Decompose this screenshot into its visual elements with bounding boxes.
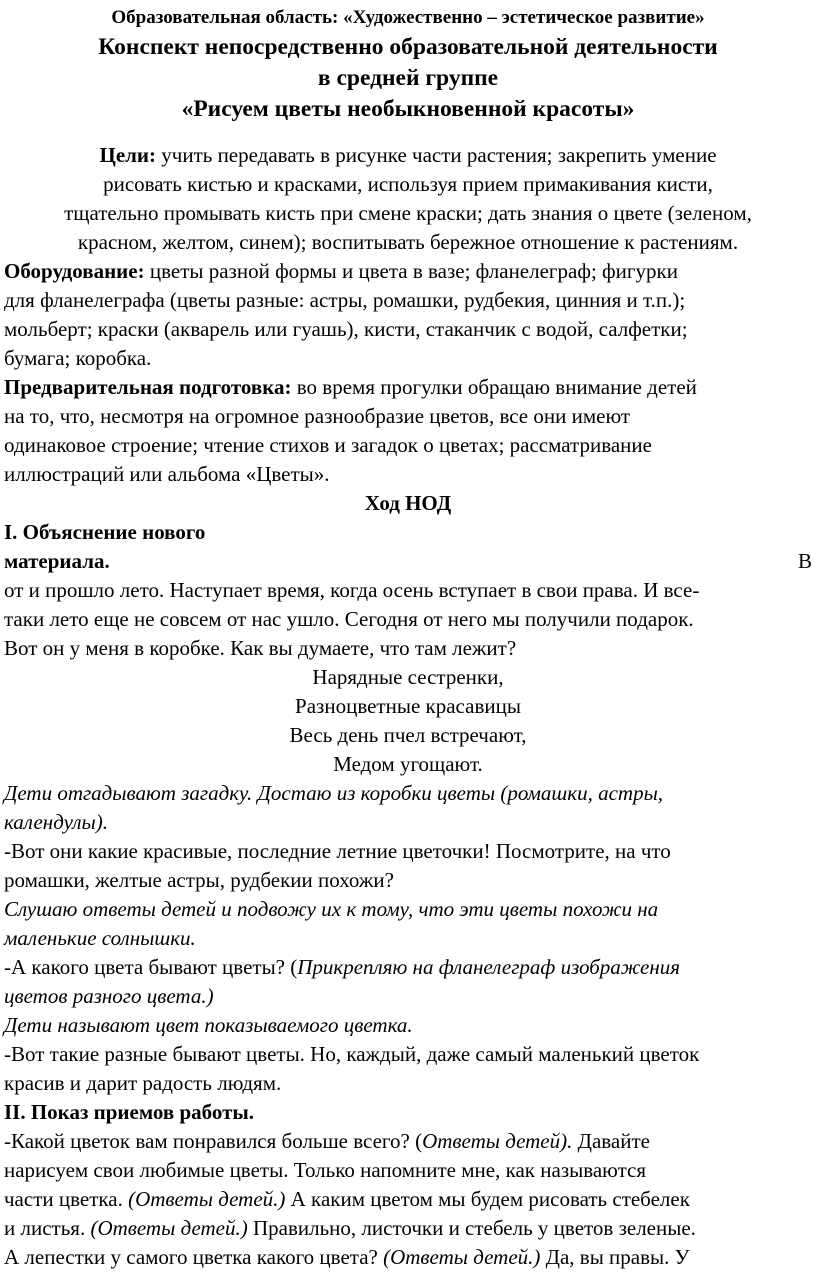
- dialogue: [4, 779, 812, 1098]
- course-title: Ход НОД: [364, 491, 452, 515]
- equipment-text: мольберт; краски (акварель или гуашь), кисти, стаканчик с водой, салфетки;: [4, 317, 688, 341]
- teacher-note: (Ответы детей.): [383, 1245, 541, 1269]
- prep-text: иллюстраций или альбома «Цветы».: [4, 462, 330, 486]
- teacher-note: Слушаю ответы детей и подвожу их к тому, что эти цветы похожи на: [4, 897, 659, 921]
- equipment-text: для фланелеграфа (цветы разные: астры, ромашки, рудбекия, цинния и т.п.);: [4, 288, 686, 312]
- teacher-note: календулы).: [4, 810, 108, 834]
- title-line-3: «Рисуем цветы необыкновенной красоты»: [181, 96, 635, 122]
- equipment-text: цветы разной формы и цвета в вазе; фланелеграф; фигурки: [144, 259, 678, 283]
- teacher-note: Дети отгадывают загадку. Достаю из коробки цветы (ромашки, астры,: [4, 781, 664, 805]
- section-1-text: Вот он у меня в коробке. Как вы думаете, что там лежит?: [4, 636, 517, 660]
- section-1-title: материала.: [4, 549, 110, 573]
- teacher-note: Ответы детей).: [422, 1129, 573, 1153]
- equipment-label: Оборудование:: [4, 259, 145, 283]
- teacher-note: Дети называют цвет показываемого цветка.: [4, 1013, 413, 1037]
- equipment-text: бумага; коробка.: [4, 346, 152, 370]
- section-1-title: I. Объяснение нового: [4, 520, 206, 544]
- dialogue-line: красив и дарит радость людям.: [4, 1071, 282, 1095]
- equipment-block: [4, 257, 812, 373]
- dialogue-line: части цветка.: [4, 1187, 129, 1211]
- dialogue-line: А лепестки у самого цветка какого цвета?: [4, 1245, 384, 1269]
- dialogue-line: -Какой цветок вам понравился больше всего? (: [4, 1129, 423, 1153]
- title-line-1: Конспект непосредственно образовательной деятельности: [98, 34, 718, 60]
- dialogue-line: Давайте: [572, 1129, 650, 1153]
- teacher-note: (Ответы детей.): [128, 1187, 286, 1211]
- prep-text: одинаковое строение; чтение стихов и загадок о цветах; рассматривание: [4, 433, 652, 457]
- prep-text: на то, что, несмотря на огромное разнообразие цветов, все они имеют: [4, 404, 631, 428]
- dialogue-line: А каким цветом мы будем рисовать стебелек: [285, 1187, 690, 1211]
- dialogue-line: Да, вы правы. У: [540, 1245, 690, 1269]
- section-1-text: от и прошло лето. Наступает время, когда осень вступает в свои права. И все-: [4, 578, 700, 602]
- poem-line: Медом угощают.: [333, 752, 483, 776]
- drop-letter: В: [797, 549, 812, 573]
- goals-text: тщательно промывать кисть при смене краски; дать знания о цвете (зеленом,: [64, 201, 752, 225]
- poem-line: Разноцветные красавицы: [295, 694, 521, 718]
- teacher-note: цветов разного цвета.): [4, 984, 214, 1008]
- teacher-note: Прикрепляю на фланелеграф изображения: [297, 955, 681, 979]
- goals-block: [4, 141, 812, 257]
- goals-text: рисовать кистью и красками, используя прием примакивания кисти,: [103, 172, 713, 196]
- title-line-2: в средней группе: [317, 65, 499, 91]
- poem-line: Весь день пчел встречают,: [289, 723, 527, 747]
- prep-block: [4, 373, 812, 489]
- educational-area: Образовательная область: «Художественно – эстетическое развитие»: [111, 7, 705, 28]
- dialogue-line: -Вот они какие красивые, последние летние цветочки! Посмотрите, на что: [4, 839, 671, 863]
- dialogue-line: нарисуем свои любимые цветы. Только напомните мне, как называются: [4, 1158, 647, 1182]
- goals-label: Цели:: [99, 143, 157, 167]
- dialogue-line: -Вот такие разные бывают цветы. Но, каждый, даже самый маленький цветок: [4, 1042, 700, 1066]
- goals-text: красном, желтом, синем); воспитывать бережное отношение к растениям.: [77, 230, 739, 254]
- riddle-poem: [4, 663, 812, 779]
- dialogue-line: и листья.: [4, 1216, 91, 1240]
- prep-text: во время прогулки обращаю внимание детей: [291, 375, 697, 399]
- teacher-note: маленькие солнышки.: [4, 926, 196, 950]
- goals-text: учить передавать в рисунке части растения; закрепить умение: [156, 143, 717, 167]
- dialogue-line: -А какого цвета бывают цветы? (: [4, 955, 298, 979]
- dialogue-line: Правильно, листочки и стебель у цветов зеленые.: [247, 1216, 696, 1240]
- dialogue-line: ромашки, желтые астры, рудбекии похожи?: [4, 868, 394, 892]
- section-2-title: II. Показ приемов работы.: [4, 1100, 255, 1124]
- section-1: [4, 518, 812, 663]
- prep-label: Предварительная подготовка:: [4, 375, 292, 399]
- poem-line: Нарядные сестренки,: [312, 665, 504, 689]
- teacher-note: (Ответы детей.): [90, 1216, 248, 1240]
- section-1-text: таки лето еще не совсем от нас ушло. Сегодня от него мы получили подарок.: [4, 607, 694, 631]
- spacer: [4, 125, 812, 141]
- section-2: [4, 1098, 812, 1272]
